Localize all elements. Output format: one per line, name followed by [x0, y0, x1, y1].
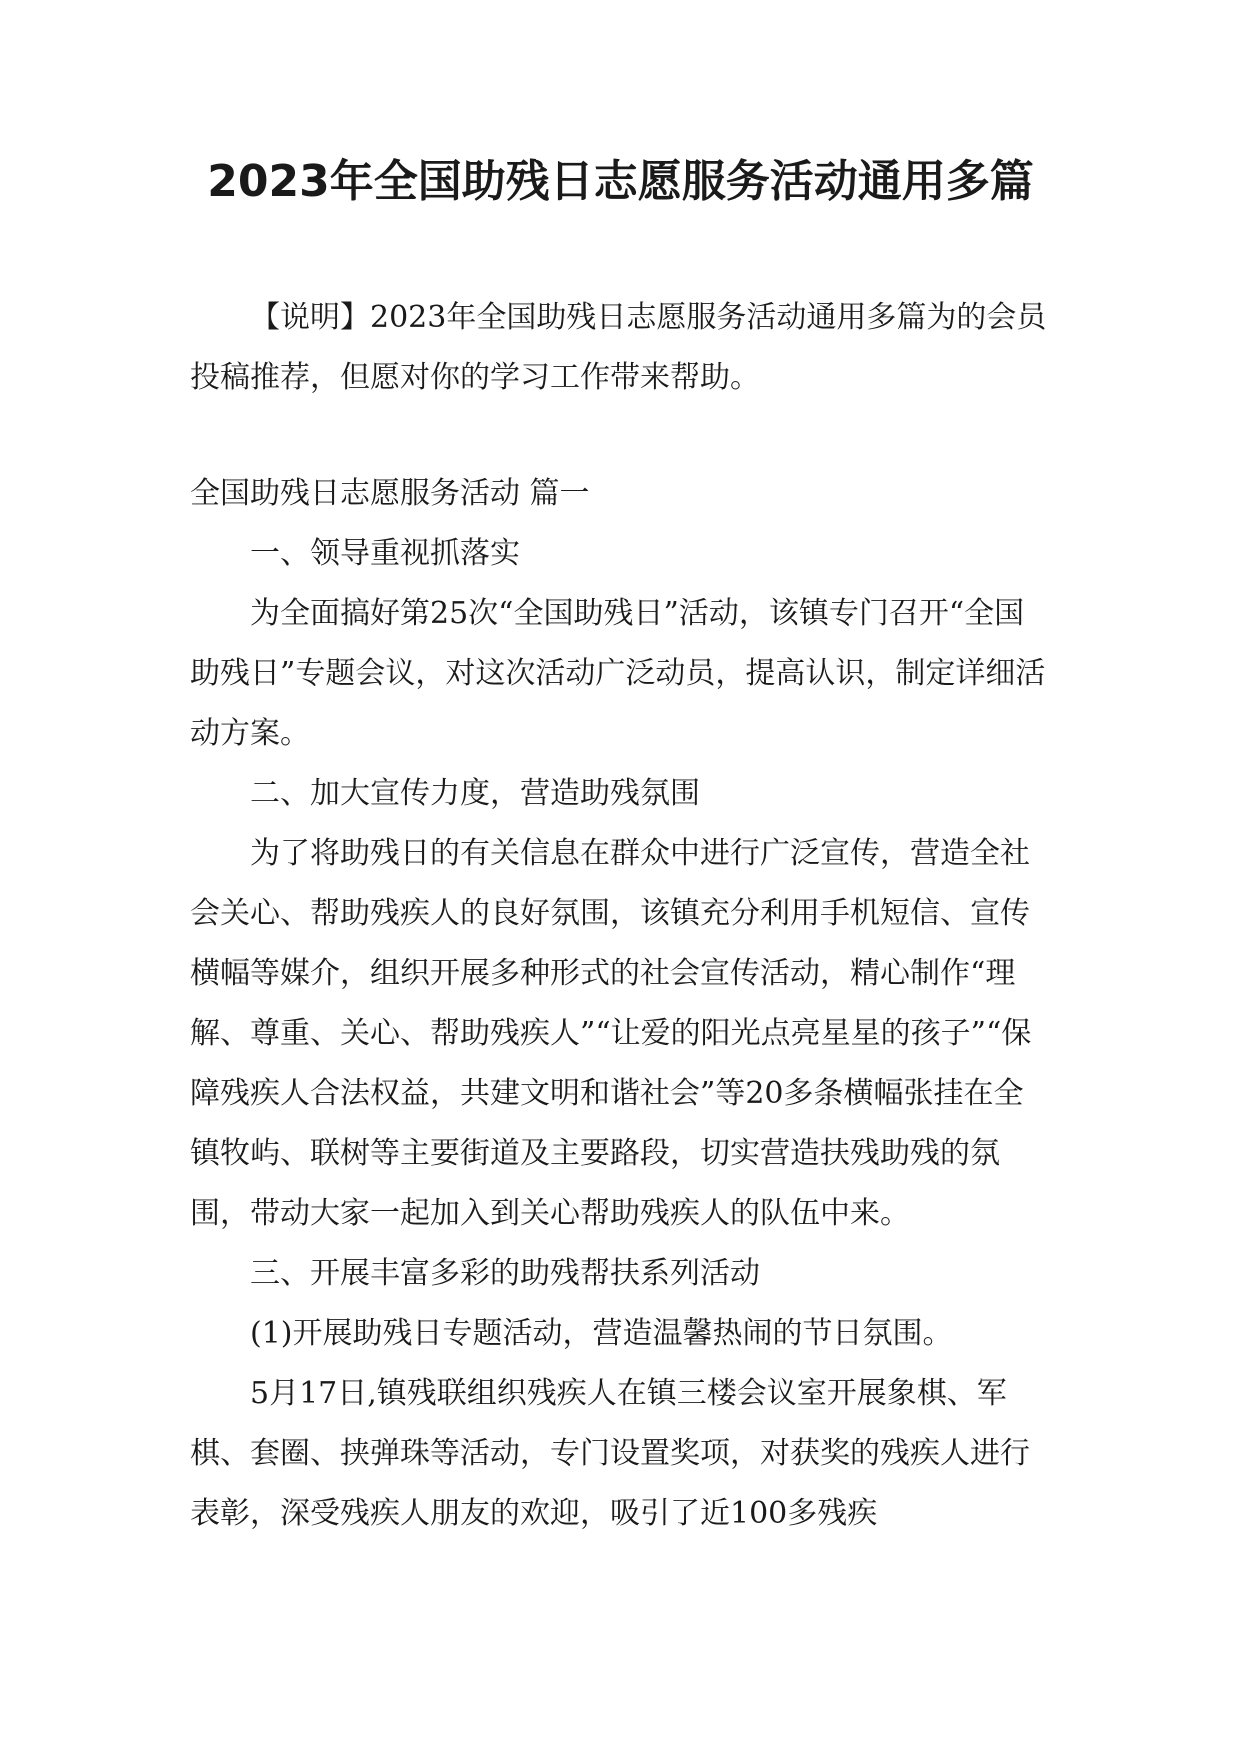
- paragraph-may-17: 5月17日,镇残联组织残疾人在镇三楼会议室开展象棋、军棋、套圈、挟弹珠等活动，专门设置奖项，对获奖的残疾人进行表彰，深受残疾人朋友的欢迎，吸引了近100多残疾: [190, 1376, 1030, 1531]
- paragraph-meeting: 为全面搞好第25次“全国助残日”活动，该镇专门召开“全国助残日”专题会议，对这次活动广泛动员，提高认识，制定详细活动方案。: [190, 596, 1046, 751]
- section-heading: 全国助残日志愿服务活动 篇一: [190, 476, 590, 511]
- heading-publicity: 二、加大宣传力度，营造助残氛围: [250, 776, 700, 811]
- paragraph-publicity: 为了将助残日的有关信息在群众中进行广泛宣传，营造全社会关心、帮助残疾人的良好氛围，该镇充分利用手机短信、宣传横幅等媒介，组织开展多种形式的社会宣传活动，精心制作“理解、尊重、关心、帮助残疾人”“让爱的阳光点亮星星的孩子”“保障残疾人合法权益，共建文明和谐社会”等20多条横幅张挂在全镇牧屿、联树等主要街道及主要路段，切实营造扶残助残的氛围，带动大家一起加入到关心帮助残疾人的队伍中来。: [190, 836, 1032, 1231]
- document-body: [190, 288, 1052, 1544]
- heading-leadership: 一、领导重视抓落实: [250, 536, 520, 571]
- subheading-special-activity: (1)开展助残日专题活动，营造温馨热闹的节日氛围。: [250, 1316, 953, 1351]
- spacer: [190, 408, 1052, 464]
- note-paragraph: 【说明】2023年全国助残日志愿服务活动通用多篇为的会员投稿推荐，但愿对你的学习工作带来帮助。: [190, 300, 1047, 395]
- heading-activities: 三、开展丰富多彩的助残帮扶系列活动: [250, 1256, 760, 1291]
- document-title: 2023年全国助残日志愿服务活动通用多篇: [207, 156, 1034, 207]
